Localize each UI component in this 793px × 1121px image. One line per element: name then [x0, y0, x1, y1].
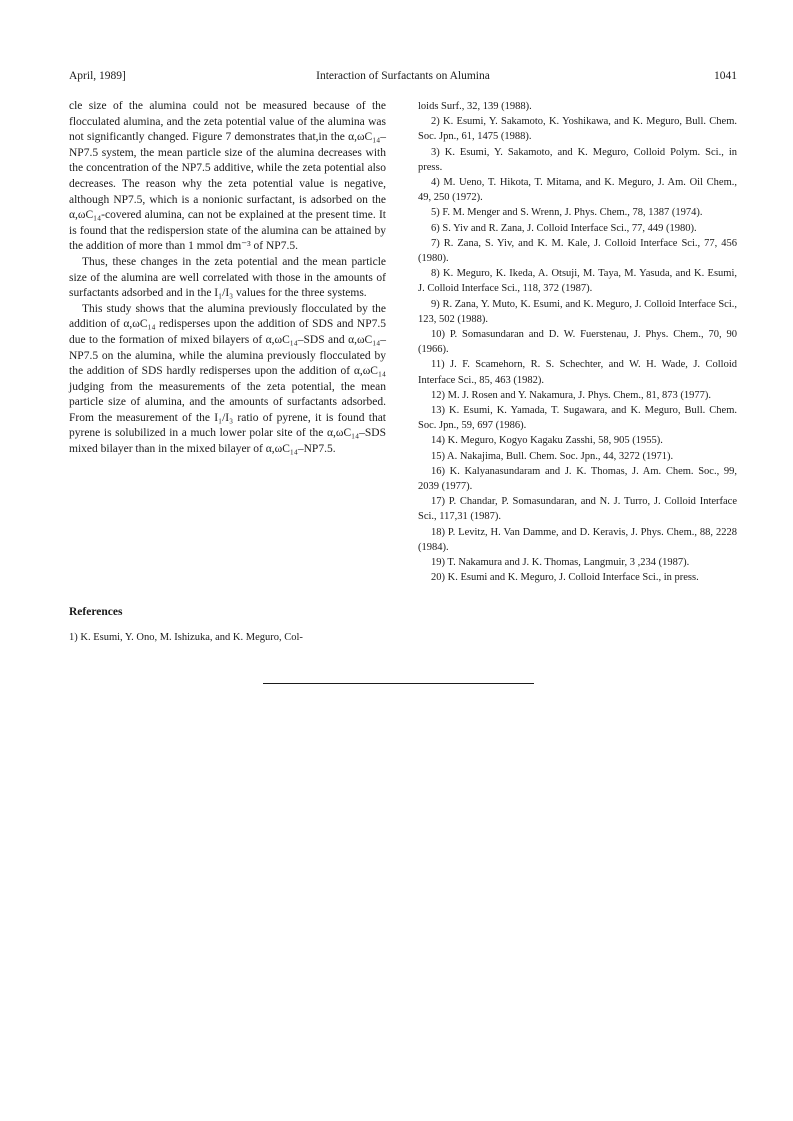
reference-item: 11) J. F. Scamehorn, R. S. Schechter, and W. H. Wade, J. Colloid Interface Sci., 85, 463 (1982). — [418, 359, 737, 386]
reference-item: 9) R. Zana, Y. Muto, K. Esumi, and K. Meguro, J. Colloid Interface Sci., 123, 502 (1988). — [418, 298, 737, 325]
reference-item: 18) P. Levitz, H. Van Damme, and D. Keravis, J. Phys. Chem., 88, 2228 (1984). — [418, 526, 737, 553]
left-column — [69, 99, 386, 458]
reference-item: 2) K. Esumi, Y. Sakamoto, K. Yoshikawa, and K. Meguro, Bull. Chem. Soc. Jpn., 61, 1475 (1988). — [418, 116, 737, 143]
reference-item: 12) M. J. Rosen and Y. Nakamura, J. Phys. Chem., 81, 873 (1977). — [431, 389, 711, 401]
reference-item: 13) K. Esumi, K. Yamada, T. Sugawara, and K. Meguro, Bull. Chem. Soc. Jpn., 59, 697 (1986). — [418, 405, 737, 432]
references-list — [418, 99, 737, 586]
reference-item: 14) K. Meguro, Kogyo Kagaku Zasshi, 58, 905 (1955). — [431, 435, 663, 447]
body-paragraph: This study shows that the alumina previously flocculated by the addition of α,ωC₁₄ redisperses upon the addition of SDS and NP7.5 due to the formation of mixed bilayers of α,ωC₁₄–SDS and α,ωC₁₄–NP7.5 on the alumina, while the alumina previously flocculated by the addition of SDS hardly redisperses upon the addition of α,ωC₁₄ judging from the measurements of the zeta potential, the mean particle size of alumina, and the amounts of surfactants adsorbed. From the measurement of the I₁/I₃ ratio of pyrene, it is found that pyrene is solubilized in a much lower polar site of the α,ωC₁₄–SDS mixed bilayer than in the mixed bilayer of α,ωC₁₄–NP7.5. — [69, 302, 386, 456]
reference-item: loids Surf., 32, 139 (1988). — [418, 101, 532, 112]
reference-item: 4) M. Ueno, T. Hikota, T. Mitama, and K. Meguro, J. Am. Oil Chem., 49, 250 (1972). — [418, 177, 737, 204]
reference-item: 8) K. Meguro, K. Ikeda, A. Otsuji, M. Taya, M. Yasuda, and K. Esumi, J. Colloid Interface Sci., 118, 372 (1987). — [418, 268, 737, 295]
reference-item: 20) K. Esumi and K. Meguro, J. Colloid Interface Sci., in press. — [431, 572, 699, 584]
header-title: Interaction of Surfactants on Alumina — [316, 70, 490, 82]
reference-item: 7) R. Zana, S. Yiv, and K. M. Kale, J. Colloid Interface Sci., 77, 456 (1980). — [418, 237, 737, 265]
references-heading: References — [69, 606, 123, 618]
reference-item: 19) T. Nakamura and J. K. Thomas, Langmuir, 3 ,234 (1987). — [431, 557, 690, 569]
page-number: 1041 — [714, 70, 737, 82]
running-header — [69, 70, 737, 86]
body-paragraph: Thus, these changes in the zeta potential and the mean particle size of the alumina are well correlated with those in the amounts of surfactants adsorbed and in the I₁/I₃ values for the three systems. — [69, 255, 386, 300]
reference-item: 15) A. Nakajima, Bull. Chem. Soc. Jpn., 44, 3272 (1971). — [431, 450, 674, 462]
reference-item: 6) S. Yiv and R. Zana, J. Colloid Interface Sci., 77, 449 (1980). — [431, 222, 697, 234]
reference-item: 1) K. Esumi, Y. Ono, M. Ishizuka, and K. Meguro, Col- — [69, 632, 303, 643]
reference-item: 3) K. Esumi, Y. Sakamoto, and K. Meguro, Colloid Polym. Sci., in press. — [418, 146, 737, 173]
body-paragraph: cle size of the alumina could not be measured because of the flocculated alumina, and the zeta potential value of the alumina was not significantly changed. Figure 7 demonstrates that,in the α,ωC₁₄–NP7.5 system, the mean particle size of the alumina decreases with the concentration of the NP7.5 additive, while the zeta potential also decreases. The reason why the zeta potential value is negative, although NP7.5, which is a nonionic surfactant, is adsorbed on the α,ωC₁₄-covered alumina, can not be explained at the present time. It is found that the redispersion state of the alumina can be attained by the addition of more than 1 mmol dm⁻³ of NP7.5. — [69, 100, 386, 253]
reference-item: 17) P. Chandar, P. Somasundaran, and N. J. Turro, J. Colloid Interface Sci., 117,31 (1987). — [418, 496, 737, 523]
reference-item: 5) F. M. Menger and S. Wrenn, J. Phys. Chem., 78, 1387 (1974). — [431, 207, 703, 219]
reference-item: 16) K. Kalyanasundaram and J. K. Thomas, J. Am. Chem. Soc., 99, 2039 (1977). — [418, 465, 737, 493]
reference-item: 10) P. Somasundaran and D. W. Fuerstenau, J. Phys. Chem., 70, 90 (1966). — [418, 329, 737, 356]
header-date: April, 1989] — [69, 70, 126, 82]
end-rule — [263, 683, 534, 684]
